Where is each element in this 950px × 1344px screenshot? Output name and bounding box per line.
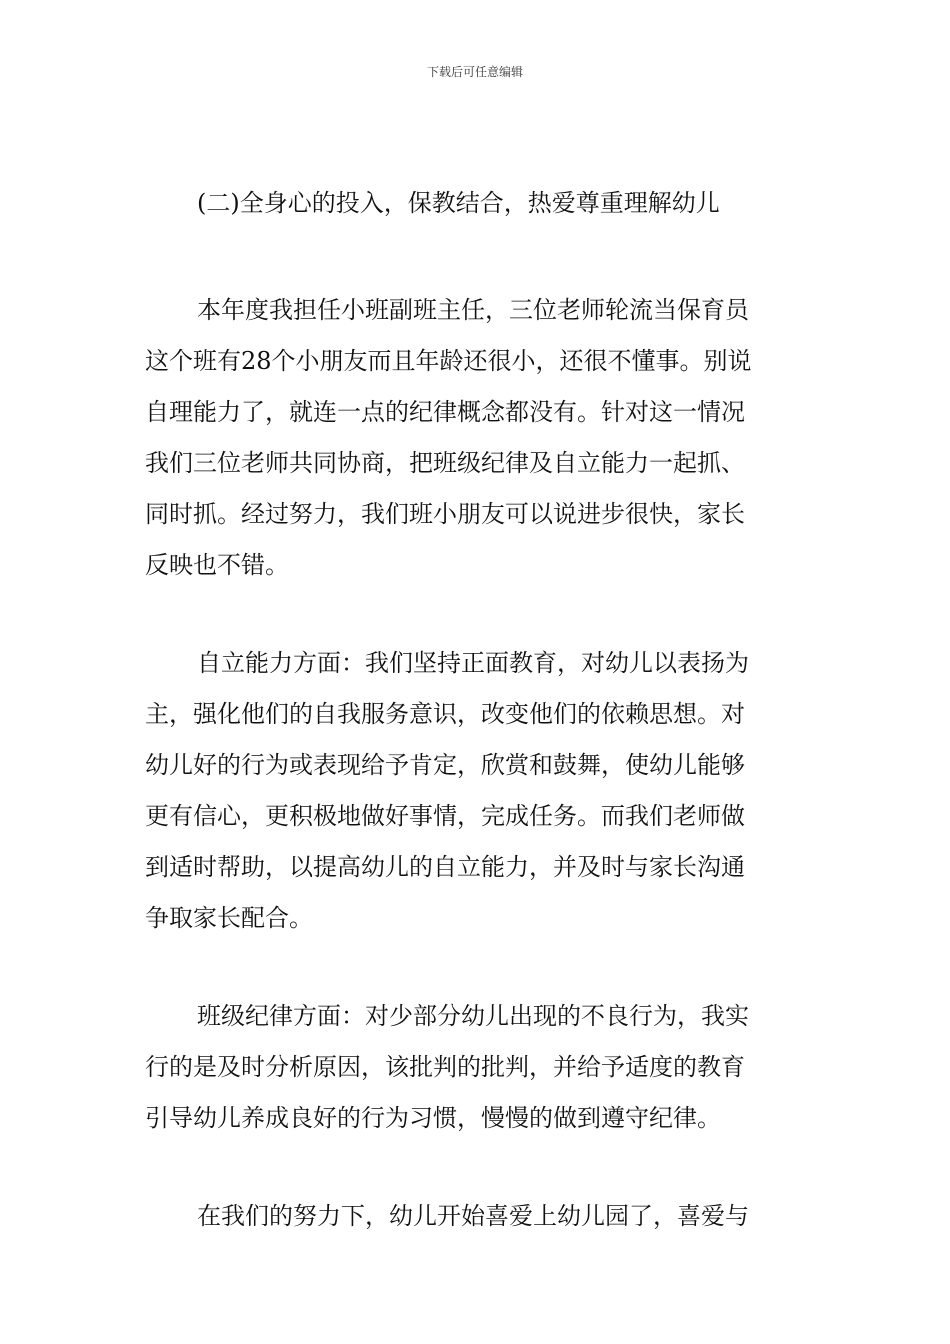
paragraph-line: 本年度我担任小班副班主任，三位老师轮流当保育员 (197, 296, 749, 324)
paragraph-line: 主，强化他们的自我服务意识，改变他们的依赖思想。对 (145, 700, 745, 728)
paragraph-line: 这个班有28个小朋友而且年龄还很小，还很不懂事。别说 (145, 347, 752, 375)
paragraph-line: 反映也不错。 (145, 551, 289, 579)
document-body (145, 178, 805, 1242)
paragraph-3 (145, 991, 805, 1144)
paragraph-line: 引导幼儿养成良好的行为习惯，慢慢的做到遵守纪律。 (145, 1104, 721, 1132)
paragraph-line: 争取家长配合。 (145, 904, 313, 932)
paragraph-line: 到适时帮助，以提高幼儿的自立能力，并及时与家长沟通 (145, 853, 745, 881)
paragraph-line: 更有信心，更积极地做好事情，完成任务。而我们老师做 (145, 802, 745, 830)
paragraph-line: 在我们的努力下，幼儿开始喜爱上幼儿园了，喜爱与 (197, 1202, 749, 1230)
section-title: (二)全身心的投入，保教结合，热爱尊重理解幼儿 (197, 189, 720, 217)
paragraph-2 (145, 638, 805, 944)
paragraph-line: 我们三位老师共同协商，把班级纪律及自立能力一起抓、 (145, 449, 745, 477)
header-note: 下载后可任意编辑 (426, 65, 523, 79)
paragraph-line: 幼儿好的行为或表现给予肯定，欣赏和鼓舞，使幼儿能够 (145, 751, 745, 779)
paragraph-line: 同时抓。经过努力，我们班小朋友可以说进步很快，家长 (145, 500, 745, 528)
paragraph-line: 行的是及时分析原因，该批判的批判，并给予适度的教育 (145, 1053, 745, 1081)
paragraph-line: 自理能力了，就连一点的纪律概念都没有。针对这一情况 (145, 398, 745, 426)
paragraph-4 (145, 1191, 805, 1242)
paragraph-line: 自立能力方面：我们坚持正面教育，对幼儿以表扬为 (197, 649, 749, 677)
paragraph-1 (145, 285, 805, 591)
paragraph-line: 班级纪律方面：对少部分幼儿出现的不良行为，我实 (197, 1002, 749, 1030)
